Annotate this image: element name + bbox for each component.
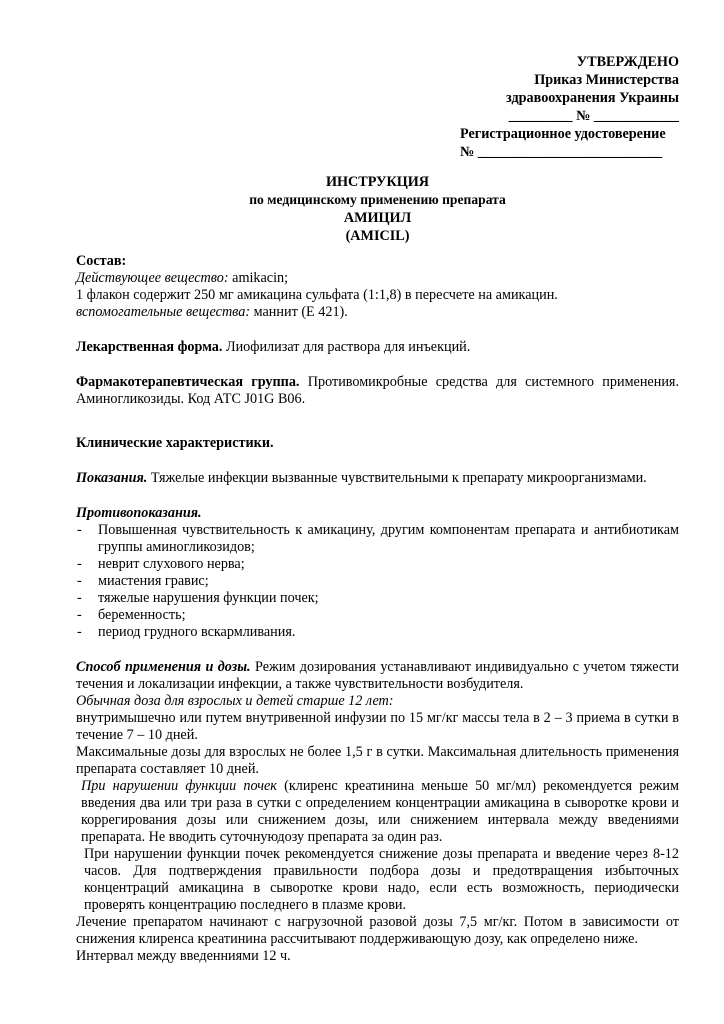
drug-name-latin: (AMICIL) (345, 228, 410, 244)
clinical-heading: Клинические характеристики. (76, 435, 274, 451)
active-substance (76, 270, 679, 287)
drug-name: АМИЦИЛ (343, 210, 412, 226)
loading-dose-text: Лечение препаратом начинают с нагрузочной разовой дозы 7,5 мг/кг. Потом в зависимости от снижения клиренса креатинина рассчитывают поддерживающую дозу, как определено ниже. (76, 914, 679, 947)
renal-impairment-text-2: При нарушении функции почек рекомендуется снижение дозы препарата и введение через 8-12 часов. Для подтверждения правильности подбора дозы и предотвращения избыточных концентраций амикацина в сыворотке крови надо, если есть возможность, периодически проверять концентрацию последнего в плазме крови. (84, 846, 679, 913)
composition-heading: Состав: (76, 253, 127, 269)
dosage-form-section (76, 339, 679, 356)
pharm-group-section (76, 374, 679, 408)
dosage-label: Способ применения и дозы. (76, 659, 251, 675)
active-substance-value: amikacin; (228, 270, 289, 286)
interval-text: Интервал между введенниями 12 ч. (76, 948, 291, 964)
excipients (76, 304, 679, 321)
dosage-form-text: Лиофилизат для раствора для инъекций. (222, 339, 471, 355)
dosage-intro (76, 659, 679, 693)
list-item: - беременность; (76, 607, 679, 624)
usual-dose-heading: Обычная доза для взрослых и детей старше 12 лет: (76, 693, 394, 709)
approval-order: Приказ Министерства (534, 72, 679, 88)
active-substance-label: Действующее вещество: (76, 270, 229, 286)
approval-block (456, 53, 679, 161)
indications-section (76, 470, 679, 487)
indications-label: Показания. (76, 470, 148, 486)
list-item: - тяжелые нарушения функции почек; (76, 590, 679, 607)
list-item: - миастения гравис; (76, 573, 679, 590)
approval-ministry: здравоохранения Украины (506, 90, 679, 106)
dosage-section (76, 659, 679, 965)
list-item: - Повышенная чувствительность к амикацину, другим компонентам препарата и антибиотикам группы аминогликозидов; (76, 522, 679, 556)
list-item: - период грудного вскармливания. (76, 624, 679, 641)
excipients-label: вспомогательные вещества: (76, 304, 251, 320)
vial-content: 1 флакон содержит 250 мг амикацина сульфата (1:1,8) в пересчете на амикацин. (76, 287, 558, 303)
document-page (76, 53, 679, 965)
composition-section (76, 253, 679, 321)
renal-impairment-label: При нарушении функции почек (81, 778, 277, 794)
contraindications-section (76, 505, 679, 641)
renal-impairment-text (76, 778, 679, 846)
title-sub: по медицинскому применению препарата (249, 192, 506, 207)
approval-number-line: _________ № ____________ (508, 108, 679, 124)
pharm-group-label: Фармакотерапевтическая группа. (76, 374, 300, 390)
indications-text: Тяжелые инфекции вызванные чувствительными к препарату микроорганизмами. (147, 470, 647, 486)
max-dose-text: Максимальные дозы для взрослых не более 1,5 г в сутки. Максимальная длительность применения препарата составляет 10 дней. (76, 744, 679, 777)
usual-dose-text: внутримышечно или путем внутривенной инфузии по 15 мг/кг массы тела в 2 – 3 приема в сутки в течение 7 – 10 дней. (76, 710, 679, 743)
excipients-value: маннит (Е 421). (250, 304, 348, 320)
list-item: - неврит слухового нерва; (76, 556, 679, 573)
renal-impairment-body: (клиренс креатинина меньше 50 мг/мл) рекомендуется режим введения два или три раза в сутки с определением концентрации амикацина в сыворотке крови и коррегирования дозы или снижением дозы, или снижением интервала между введениями препарата. Не вводить суточнуюдозу препарата за один раз. (81, 778, 679, 845)
dosage-form-label: Лекарственная форма. (76, 339, 223, 355)
contraindications-list (76, 522, 679, 641)
pharm-group-text: Противомикробные средства для системного применения. Аминогликозиды. Код АТС J01G B06. (76, 374, 679, 407)
approval-title: УТВЕРЖДЕНО (576, 54, 679, 70)
registration-number-line: № __________________________ (460, 144, 663, 160)
document-title (76, 173, 679, 245)
registration-certificate: Регистрационное удостоверение (460, 126, 666, 142)
dosage-intro-text: Режим дозирования устанавливают индивидуально с учетом тяжести течения и локализации инфекции, а также чувствительности возбудителя. (76, 659, 680, 692)
contraindications-heading: Противопоказания. (76, 505, 202, 521)
title-main: ИНСТРУКЦИЯ (325, 174, 430, 190)
